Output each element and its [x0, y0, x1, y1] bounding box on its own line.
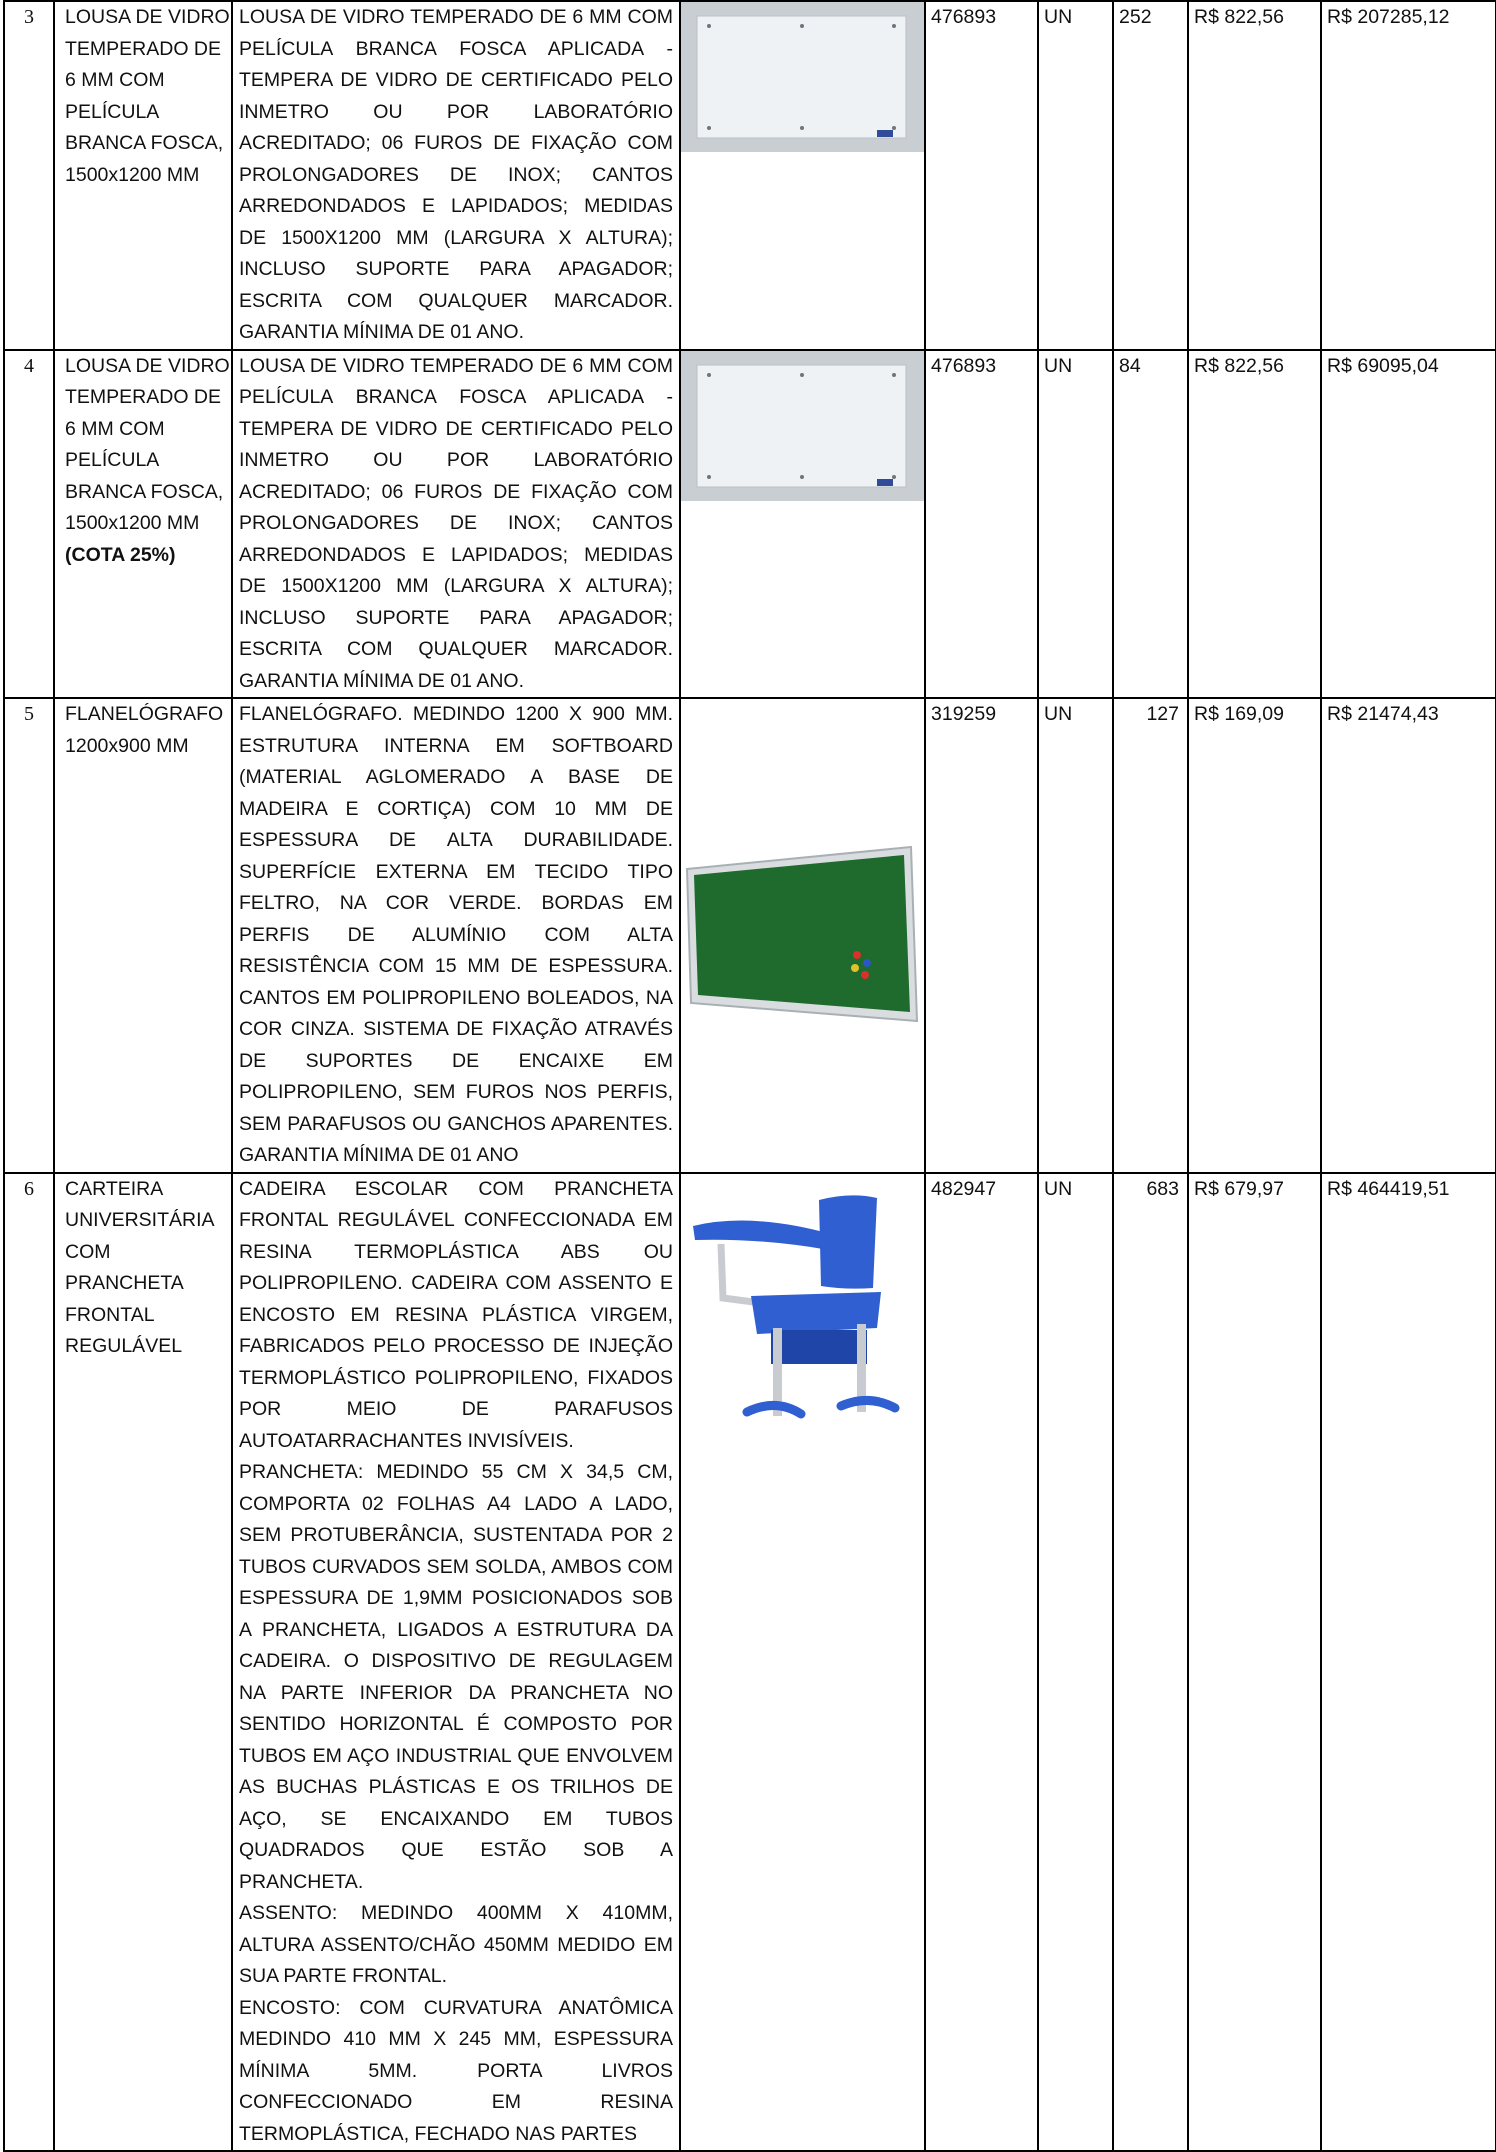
school-desk-chair-image	[681, 1178, 925, 1428]
item-total: R$ 464419,51	[1321, 1173, 1496, 2152]
item-quantity: 127	[1113, 698, 1188, 1173]
item-row	[4, 698, 1496, 1173]
item-unit-price: R$ 822,56	[1188, 350, 1321, 699]
item-code: 476893	[925, 350, 1038, 699]
item-name: LOUSA DE VIDRO TEMPERADO DE 6 MM COM PELÍCULA BRANCA FOSCA, 1500x1200 MM (COTA 25%)	[54, 350, 232, 699]
green-felt-board-image	[681, 835, 925, 1035]
item-total: R$ 207285,12	[1321, 1, 1496, 350]
item-image-cell	[680, 350, 925, 699]
procurement-table-page	[3, 0, 1495, 2145]
item-name: CARTEIRA UNIVERSITÁRIA COM PRANCHETA FRONTAL REGULÁVEL	[54, 1173, 232, 2152]
item-unit-price: R$ 822,56	[1188, 1, 1321, 350]
item-image-cell	[680, 698, 925, 1173]
item-unit-price: R$ 169,09	[1188, 698, 1321, 1173]
item-number: 4	[4, 350, 54, 699]
item-description: LOUSA DE VIDRO TEMPERADO DE 6 MM COM PELÍCULA BRANCA FOSCA APLICADA - TEMPERA DE VIDRO DE CERTIFICADO PELO INMETRO OU POR LABORATÓRIO ACREDITADO; 06 FUROS DE FIXAÇÃO COM PROLONGADORES DE INOX; CANTOS ARREDONDADOS E LAPIDADOS; MEDIDAS DE 1500X1200 MM (LARGURA X ALTURA); INCLUSO SUPORTE PARA APAGADOR; ESCRITA COM QUALQUER MARCADOR. GARANTIA MÍNIMA DE 01 ANO.	[232, 1, 680, 350]
item-quantity: 84	[1113, 350, 1188, 699]
item-name: LOUSA DE VIDRO TEMPERADO DE 6 MM COM PELÍCULA BRANCA FOSCA, 1500x1200 MM	[54, 1, 232, 350]
item-total: R$ 69095,04	[1321, 350, 1496, 699]
item-row	[4, 350, 1496, 699]
item-description: CADEIRA ESCOLAR COM PRANCHETA FRONTAL REGULÁVEL CONFECCIONADA EM RESINA TERMOPLÁSTICA ABS OU POLIPROPILENO. CADEIRA COM ASSENTO E ENCOSTO EM RESINA PLÁSTICA VIRGEM, FABRICADOS PELO PROCESSO DE INJEÇÃO TERMOPLÁSTICO POLIPROPILENO, FIXADOS POR MEIO DE PARAFUSOS AUTOATARRACHANTES INVISÍVEIS. PRANCHETA: MEDINDO 55 CM X 34,5 CM, COMPORTA 02 FOLHAS A4 LADO A LADO, SEM PROTUBERÂNCIA, SUSTENTADA POR 2 TUBOS CURVADOS SEM SOLDA, AMBOS COM ESPESSURA DE 1,9MM POSICIONADOS SOB A PRANCHETA, LIGADOS A ESTRUTURA DA CADEIRA. O DISPOSITIVO DE REGULAGEM NA PARTE INFERIOR DA PRANCHETA NO SENTIDO HORIZONTAL É COMPOSTO POR TUBOS EM AÇO INDUSTRIAL QUE ENVOLVEM AS BUCHAS PLÁSTICAS E OS TRILHOS DE AÇO, SE ENCAIXANDO EM TUBOS QUADRADOS QUE ESTÃO SOB A PRANCHETA. ASSENTO: MEDINDO 400MM X 410MM, ALTURA ASSENTO/CHÃO 450MM MEDIDO EM SUA PARTE FRONTAL. ENCOSTO: COM CURVATURA ANATÔMICA MEDINDO 410 MM X 245 MM, ESPESSURA MÍNIMA 5MM. PORTA LIVROS CONFECCIONADO EM RESINA TERMOPLÁSTICA, FECHADO NAS PARTES	[232, 1173, 680, 2152]
item-unit-price: R$ 679,97	[1188, 1173, 1321, 2152]
item-code: 482947	[925, 1173, 1038, 2152]
item-unit: UN	[1038, 350, 1113, 699]
item-quantity: 252	[1113, 1, 1188, 350]
item-number: 3	[4, 1, 54, 350]
items-table	[3, 0, 1496, 2152]
item-unit: UN	[1038, 698, 1113, 1173]
item-image-cell	[680, 1, 925, 350]
item-code: 319259	[925, 698, 1038, 1173]
item-number: 6	[4, 1173, 54, 2152]
item-description: FLANELÓGRAFO. MEDINDO 1200 X 900 MM. ESTRUTURA INTERNA EM SOFTBOARD (MATERIAL AGLOMERADO A BASE DE MADEIRA E CORTIÇA) COM 10 MM DE ESPESSURA DE ALTA DURABILIDADE. SUPERFÍCIE EXTERNA EM TECIDO TIPO FELTRO, NA COR VERDE. BORDAS EM PERFIS DE ALUMÍNIO COM ALTA RESISTÊNCIA COM 15 MM DE ESPESSURA. CANTOS EM POLIPROPILENO BOLEADOS, NA COR CINZA. SISTEMA DE FIXAÇÃO ATRAVÉS DE SUPORTES DE ENCAIXE EM POLIPROPILENO, SEM FUROS NOS PERFIS, SEM PARAFUSOS OU GANCHOS APARENTES. GARANTIA MÍNIMA DE 01 ANO	[232, 698, 680, 1173]
item-description: LOUSA DE VIDRO TEMPERADO DE 6 MM COM PELÍCULA BRANCA FOSCA APLICADA - TEMPERA DE VIDRO DE CERTIFICADO PELO INMETRO OU POR LABORATÓRIO ACREDITADO; 06 FUROS DE FIXAÇÃO COM PROLONGADORES DE INOX; CANTOS ARREDONDADOS E LAPIDADOS; MEDIDAS DE 1500X1200 MM (LARGURA X ALTURA); INCLUSO SUPORTE PARA APAGADOR; ESCRITA COM QUALQUER MARCADOR. GARANTIA MÍNIMA DE 01 ANO.	[232, 350, 680, 699]
item-row	[4, 1, 1496, 350]
glass-whiteboard-image	[681, 2, 925, 152]
item-unit: UN	[1038, 1173, 1113, 2152]
item-image-cell	[680, 1173, 925, 2152]
item-number: 5	[4, 698, 54, 1173]
glass-whiteboard-image	[681, 351, 925, 501]
quota-note: (COTA 25%)	[65, 543, 176, 566]
item-unit: UN	[1038, 1, 1113, 350]
item-total: R$ 21474,43	[1321, 698, 1496, 1173]
item-code: 476893	[925, 1, 1038, 350]
item-quantity: 683	[1113, 1173, 1188, 2152]
item-row	[4, 1173, 1496, 2152]
item-name: FLANELÓGRAFO 1200x900 MM	[54, 698, 232, 1173]
